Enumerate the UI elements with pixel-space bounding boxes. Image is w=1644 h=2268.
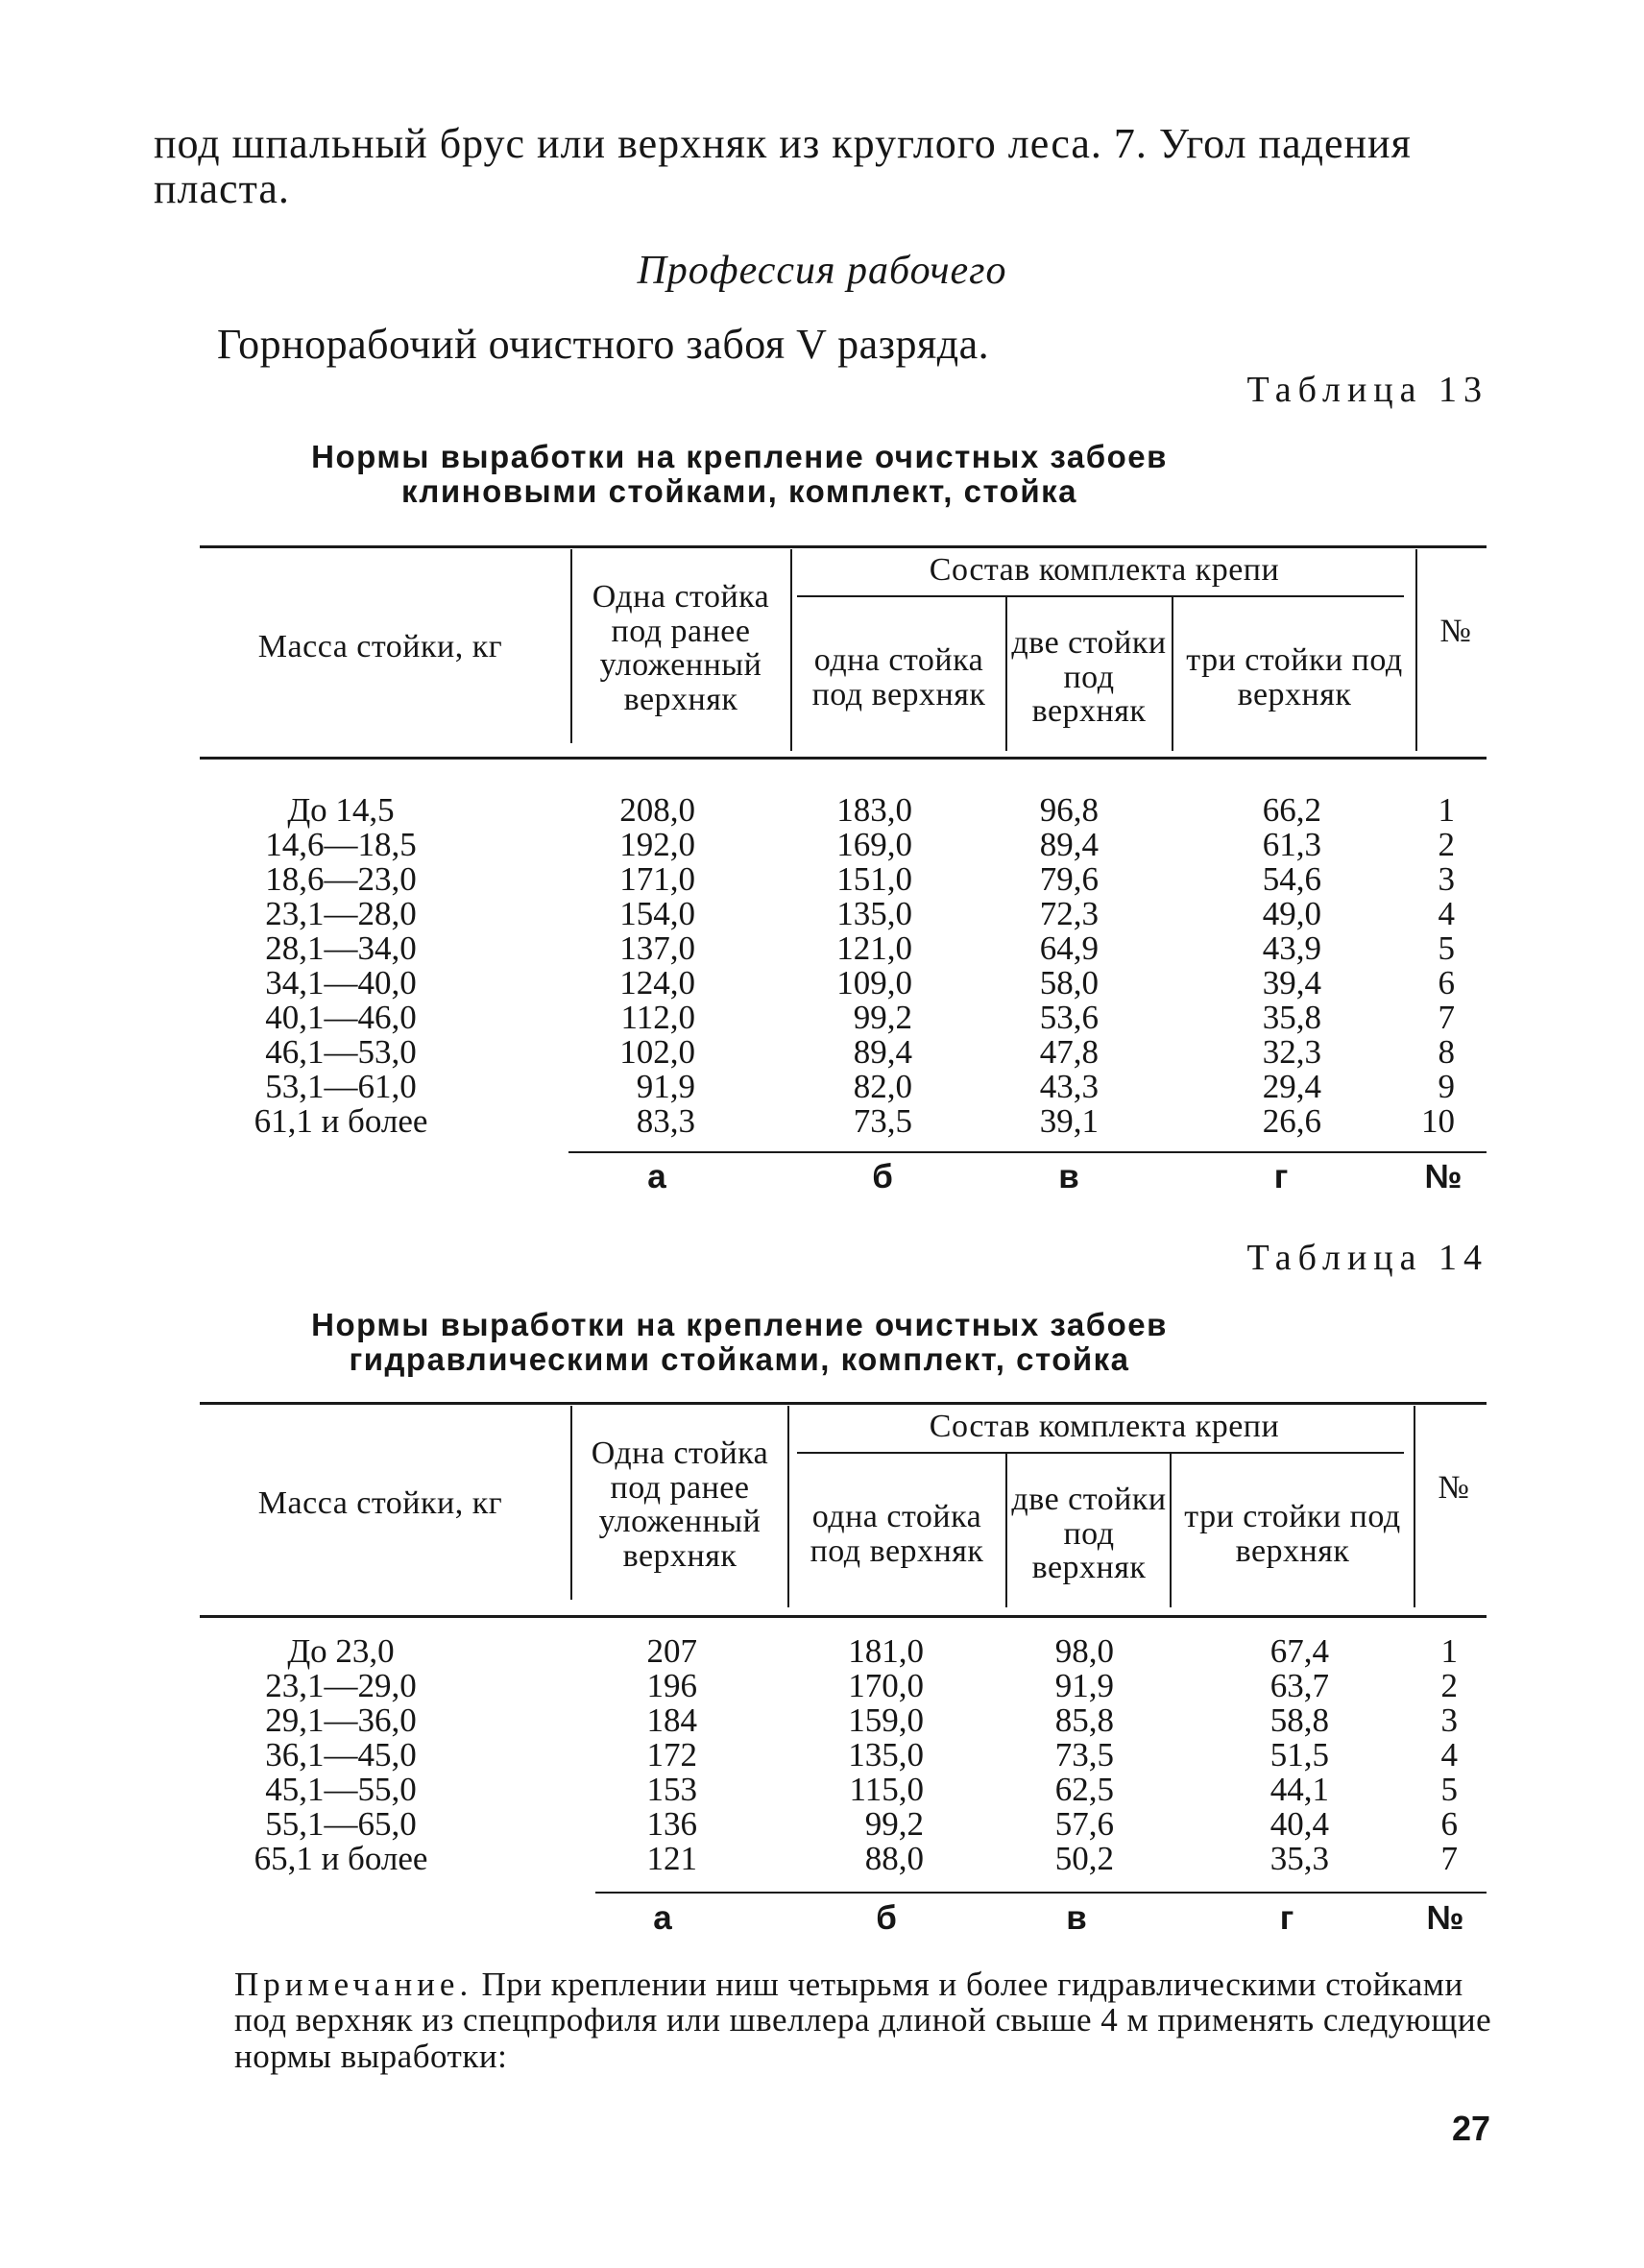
cell-v: 96,8	[1039, 791, 1099, 829]
cell-b: 170,0	[848, 1667, 924, 1704]
cell-g: 35,8	[1262, 999, 1321, 1036]
cell-a: 207	[646, 1632, 697, 1670]
cell-v: 79,6	[1039, 860, 1099, 898]
table-row	[0, 1669, 1644, 1703]
table-14-header-two: две стойки под верхняк	[1011, 1482, 1167, 1586]
cell-n: 4	[1440, 1736, 1458, 1773]
cell-mass: До 14,5	[287, 791, 395, 829]
table-14-body	[0, 1634, 1644, 1876]
cell-a: 154,0	[619, 895, 695, 932]
cell-b: 159,0	[848, 1701, 924, 1739]
table-13-header-three: три стойки под верхняк	[1186, 642, 1403, 712]
cell-v: 53,6	[1039, 999, 1099, 1036]
cell-n: 6	[1438, 964, 1455, 1001]
cell-n: 6	[1440, 1805, 1458, 1843]
table-13-header-group: Состав комплекта крепи	[929, 552, 1280, 588]
table-14-top-rule	[200, 1402, 1487, 1405]
table-14-header-single-prior: Одна стойка под ранее уложенный верхняк	[591, 1436, 769, 1575]
cell-n: 1	[1438, 791, 1455, 829]
cell-g: 40,4	[1269, 1805, 1329, 1843]
cell-b: 181,0	[848, 1632, 924, 1670]
cell-b: 115,0	[849, 1771, 924, 1808]
cell-a: 136	[646, 1805, 697, 1843]
cell-a: 124,0	[619, 964, 695, 1001]
note-text: При креплении ниш четырьмя и более гидравлическими стойками под верхняк из спецпрофиля или швеллера длиной свыше 4 м применять следующие нормы выработки:	[234, 1966, 1492, 2075]
table-row	[0, 1738, 1644, 1773]
table-14-vline-5	[1414, 1406, 1415, 1607]
cell-a: 192,0	[619, 826, 695, 863]
cell-b: 82,0	[853, 1068, 912, 1105]
cell-v: 64,9	[1039, 929, 1099, 967]
cell-v: 50,2	[1054, 1840, 1114, 1877]
cell-b: 109,0	[836, 964, 912, 1001]
cell-v: 98,0	[1054, 1632, 1114, 1670]
table-13-footer-v: в	[1058, 1158, 1079, 1195]
table-14-footer-g: г	[1279, 1899, 1294, 1937]
cell-a: 91,9	[636, 1068, 695, 1105]
cell-a: 153	[646, 1771, 697, 1808]
cell-g: 58,8	[1269, 1701, 1329, 1739]
table-14-header-group: Состав комплекта крепи	[929, 1409, 1280, 1444]
cell-a: 171,0	[619, 860, 695, 898]
cell-n: 2	[1440, 1667, 1458, 1704]
table-13-footer-b: б	[872, 1158, 893, 1195]
cell-g: 32,3	[1262, 1033, 1321, 1071]
cell-n: 9	[1438, 1068, 1455, 1105]
cell-n: 1	[1440, 1632, 1458, 1670]
cell-b: 135,0	[836, 895, 912, 932]
cell-n: 4	[1438, 895, 1455, 932]
table-14-header-one: одна стойка под верхняк	[810, 1499, 984, 1569]
table-14-footer-rule	[595, 1892, 1487, 1894]
table-13-title-line1: Нормы выработки на крепление очистных забоев	[311, 439, 1168, 474]
table-14-label: Таблица 14	[1246, 1238, 1488, 1278]
cell-mass: 55,1—65,0	[265, 1805, 417, 1843]
cell-mass: До 23,0	[287, 1632, 395, 1670]
cell-mass: 61,1 и более	[254, 1102, 428, 1140]
table-14-vline-1	[570, 1406, 572, 1600]
table-13-header-num: №	[1439, 614, 1472, 649]
page-number: 27	[1451, 2109, 1490, 2148]
cell-g: 35,3	[1269, 1840, 1329, 1877]
cell-g: 67,4	[1269, 1632, 1329, 1670]
table-row	[0, 1807, 1644, 1842]
table-14-header-rule	[200, 1615, 1487, 1618]
profession-text: Горнорабочий очистного забоя V разряда.	[217, 321, 990, 368]
cell-a: 112,0	[620, 999, 695, 1036]
cell-b: 135,0	[848, 1736, 924, 1773]
cell-mass: 34,1—40,0	[265, 964, 417, 1001]
note	[234, 1966, 1502, 2074]
cell-v: 89,4	[1039, 826, 1099, 863]
cell-mass: 29,1—36,0	[265, 1701, 417, 1739]
cell-v: 58,0	[1039, 964, 1099, 1001]
table-13-header-mass: Масса стойки, кг	[257, 629, 503, 664]
cell-g: 39,4	[1262, 964, 1321, 1001]
cell-a: 208,0	[619, 791, 695, 829]
cell-g: 44,1	[1269, 1771, 1329, 1808]
cell-n: 5	[1438, 929, 1455, 967]
cell-n: 10	[1421, 1102, 1455, 1140]
cell-mass: 46,1—53,0	[265, 1033, 417, 1071]
cell-g: 54,6	[1262, 860, 1321, 898]
cell-a: 137,0	[619, 929, 695, 967]
cell-v: 62,5	[1054, 1771, 1114, 1808]
cell-v: 85,8	[1054, 1701, 1114, 1739]
cell-v: 91,9	[1054, 1667, 1114, 1704]
table-14-title-line2: гидравлическими стойками, комплект, стойка	[349, 1341, 1130, 1378]
cell-b: 183,0	[836, 791, 912, 829]
cell-b: 99,2	[853, 999, 912, 1036]
table-14-group-rule	[797, 1452, 1404, 1454]
table-13-footer-num: №	[1424, 1158, 1463, 1195]
table-13-header-one: одна стойка под верхняк	[811, 642, 986, 712]
cell-b: 89,4	[853, 1033, 912, 1071]
table-14-footer-b: б	[876, 1899, 897, 1937]
cell-v: 43,3	[1039, 1068, 1099, 1105]
cell-mass: 14,6—18,5	[265, 826, 417, 863]
table-14-header-mass: Масса стойки, кг	[257, 1485, 503, 1521]
table-13-footer-a: а	[647, 1158, 666, 1195]
cell-b: 169,0	[836, 826, 912, 863]
section-heading: Профессия рабочего	[637, 249, 1007, 293]
cell-a: 172	[646, 1736, 697, 1773]
cell-g: 43,9	[1262, 929, 1321, 967]
cell-a: 102,0	[619, 1033, 695, 1071]
cell-mass: 23,1—29,0	[265, 1667, 417, 1704]
cell-mass: 36,1—45,0	[265, 1736, 417, 1773]
cell-n: 8	[1438, 1033, 1455, 1071]
table-14-vline-2	[787, 1406, 789, 1607]
cell-v: 73,5	[1054, 1736, 1114, 1773]
table-row	[0, 1634, 1644, 1669]
cell-mass: 45,1—55,0	[265, 1771, 417, 1808]
cell-b: 99,2	[864, 1805, 924, 1843]
table-13-footer-g: г	[1273, 1158, 1289, 1195]
cell-n: 5	[1440, 1771, 1458, 1808]
cell-a: 184	[646, 1701, 697, 1739]
table-row	[0, 1773, 1644, 1807]
cell-a: 83,3	[636, 1102, 695, 1140]
cell-mass: 18,6—23,0	[265, 860, 417, 898]
table-14-footer	[0, 1899, 1644, 1938]
table-14-footer-a: а	[653, 1899, 672, 1937]
table-14-footer-v: в	[1066, 1899, 1087, 1937]
cell-n: 3	[1440, 1701, 1458, 1739]
table-14-vline-3	[1005, 1454, 1007, 1607]
table-row	[0, 1842, 1644, 1876]
cell-a: 196	[646, 1667, 697, 1704]
cell-v: 47,8	[1039, 1033, 1099, 1071]
cell-mass: 53,1—61,0	[265, 1068, 417, 1105]
cell-n: 7	[1438, 999, 1455, 1036]
cell-b: 151,0	[836, 860, 912, 898]
table-13-label: Таблица 13	[1246, 370, 1488, 410]
cell-a: 121	[646, 1840, 697, 1877]
table-14-header-num: №	[1438, 1470, 1470, 1506]
cell-b: 73,5	[853, 1102, 912, 1140]
cell-mass: 23,1—28,0	[265, 895, 417, 932]
cell-n: 7	[1440, 1840, 1458, 1877]
cell-n: 3	[1438, 860, 1455, 898]
table-14-footer-num: №	[1426, 1899, 1464, 1937]
cell-g: 29,4	[1262, 1068, 1321, 1105]
table-13-header-single-prior: Одна стойка под ранее уложенный верхняк	[592, 579, 770, 718]
cell-v: 57,6	[1054, 1805, 1114, 1843]
table-14-title-line1: Нормы выработки на крепление очистных забоев	[311, 1307, 1168, 1342]
cell-g: 61,3	[1262, 826, 1321, 863]
cell-b: 88,0	[864, 1840, 924, 1877]
table-14-vline-4	[1170, 1454, 1172, 1607]
cell-v: 72,3	[1039, 895, 1099, 932]
cell-n: 2	[1438, 826, 1455, 863]
cell-g: 51,5	[1269, 1736, 1329, 1773]
note-label: Примечание.	[234, 1966, 473, 2003]
cell-g: 49,0	[1262, 895, 1321, 932]
table-13-header-two: две стойки под верхняк	[1011, 625, 1167, 730]
cell-v: 39,1	[1039, 1102, 1099, 1140]
cell-mass: 28,1—34,0	[265, 929, 417, 967]
cell-g: 63,7	[1269, 1667, 1329, 1704]
cell-g: 66,2	[1262, 791, 1321, 829]
cell-b: 121,0	[836, 929, 912, 967]
table-13-title-line2: клиновыми стойками, комплект, стойка	[401, 473, 1077, 510]
table-row	[0, 1703, 1644, 1738]
intro-paragraph: под шпальный брус или верхняк из круглого леса. 7. Угол падения пласта.	[154, 120, 1412, 213]
cell-g: 26,6	[1262, 1102, 1321, 1140]
table-14-header-three: три стойки под верхняк	[1184, 1499, 1401, 1569]
cell-mass: 40,1—46,0	[265, 999, 417, 1036]
cell-mass: 65,1 и более	[254, 1840, 428, 1877]
